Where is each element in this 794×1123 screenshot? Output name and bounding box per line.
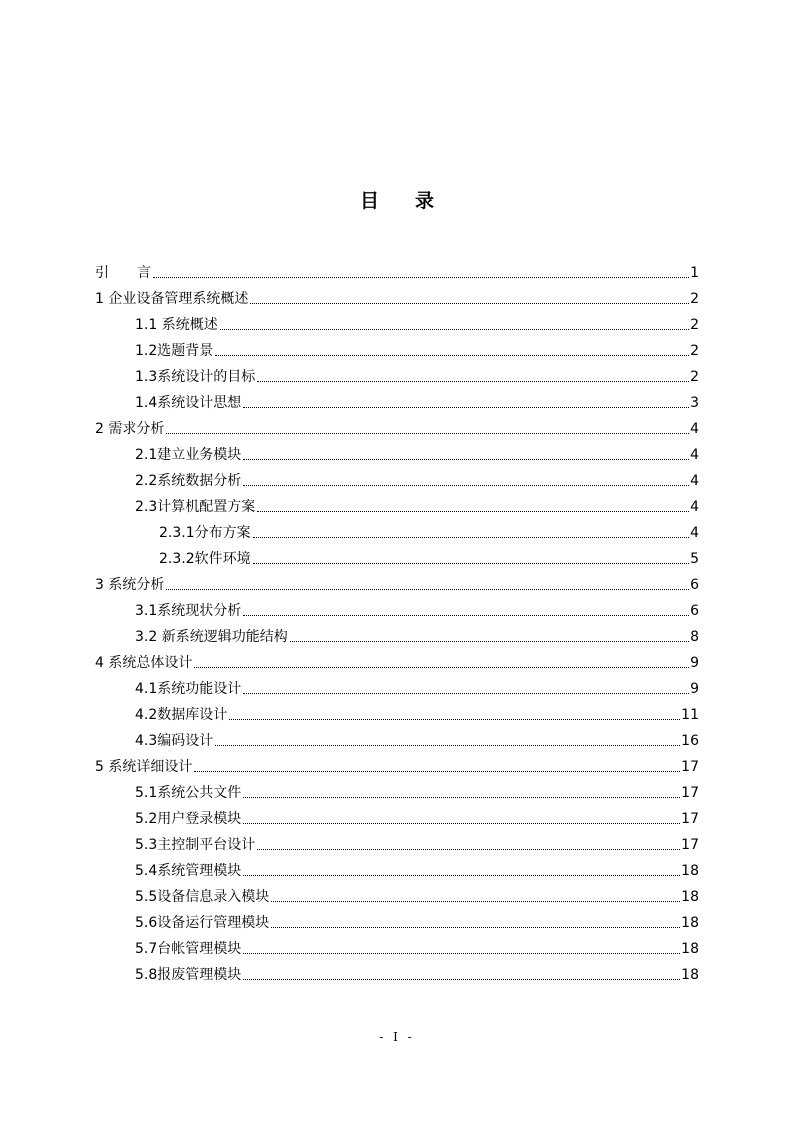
toc-entry-label: 5.6设备运行管理模块 — [135, 915, 270, 931]
toc-entry-label: 5.3主控制平台设计 — [135, 837, 256, 853]
toc-entry[interactable] — [95, 776, 699, 802]
toc-entry-page-number: 4 — [690, 421, 699, 437]
dot-leader — [166, 433, 689, 434]
toc-entry-label: 2.2系统数据分析 — [135, 473, 242, 489]
page-number-footer: - I - — [379, 1030, 415, 1044]
toc-entry[interactable] — [95, 828, 699, 854]
toc-entry-label: 4.3编码设计 — [135, 733, 214, 749]
toc-entry-page-number: 18 — [681, 863, 699, 879]
dot-leader — [166, 589, 689, 590]
toc-entry-label: 1.4系统设计思想 — [135, 395, 242, 411]
toc-entry-label: 5.7台帐管理模块 — [135, 941, 242, 957]
toc-entry[interactable] — [95, 750, 699, 776]
toc-entry[interactable] — [95, 464, 699, 490]
dot-leader — [243, 979, 680, 980]
toc-entry-page-number: 1 — [690, 265, 699, 281]
toc-entry-label: 5.5设备信息录入模块 — [135, 889, 270, 905]
toc-entry-page-number: 4 — [690, 447, 699, 463]
dot-leader — [229, 719, 680, 720]
toc-entry[interactable] — [95, 906, 699, 932]
toc-entry-page-number: 8 — [690, 629, 699, 645]
dot-leader — [215, 355, 689, 356]
toc-entry-page-number: 2 — [690, 343, 699, 359]
toc-entry[interactable] — [95, 412, 699, 438]
toc-entry-page-number: 2 — [690, 317, 699, 333]
toc-entry-page-number: 4 — [690, 525, 699, 541]
toc-entry-label: 1.2选题背景 — [135, 343, 214, 359]
toc-entry-page-number: 17 — [681, 811, 699, 827]
toc-entry-label: 2.3计算机配置方案 — [135, 499, 256, 515]
toc-entry-label: 5.2用户登录模块 — [135, 811, 242, 827]
toc-entry-page-number: 18 — [681, 967, 699, 983]
toc-entry[interactable] — [95, 334, 699, 360]
dot-leader — [215, 745, 680, 746]
toc-entry-page-number: 6 — [690, 577, 699, 593]
toc-entry[interactable] — [95, 646, 699, 672]
dot-leader — [220, 329, 689, 330]
dot-leader — [243, 459, 689, 460]
toc-entry-label: 2.1建立业务模块 — [135, 447, 242, 463]
toc-entry-page-number: 6 — [690, 603, 699, 619]
toc-entry-label: 1 企业设备管理系统概述 — [95, 291, 249, 307]
dot-leader — [243, 693, 689, 694]
toc-entry-page-number: 17 — [681, 837, 699, 853]
toc-entry-page-number: 2 — [690, 369, 699, 385]
toc-entry-label: 1.3系统设计的目标 — [135, 369, 256, 385]
toc-entry-label: 2.3.2软件环境 — [159, 551, 251, 567]
toc-entry[interactable] — [95, 620, 699, 646]
toc-entry[interactable] — [95, 880, 699, 906]
toc-entry[interactable] — [95, 698, 699, 724]
toc-entry-label: 引 言 — [95, 265, 151, 281]
toc-entry-page-number: 17 — [681, 759, 699, 775]
dot-leader — [250, 303, 689, 304]
dot-leader — [243, 823, 680, 824]
toc-entry-page-number: 5 — [690, 551, 699, 567]
dot-leader — [194, 771, 680, 772]
toc-entry-page-number: 11 — [681, 707, 699, 723]
toc-entry-label: 3.2 新系统逻辑功能结构 — [135, 629, 288, 645]
dot-leader — [243, 615, 689, 616]
dot-leader — [257, 381, 689, 382]
toc-entry-label: 5 系统详细设计 — [95, 759, 193, 775]
toc-entry[interactable] — [95, 724, 699, 750]
toc-entry-label: 5.1系统公共文件 — [135, 785, 242, 801]
toc-entry-label: 2.3.1分布方案 — [159, 525, 251, 541]
dot-leader — [194, 667, 689, 668]
toc-entry[interactable] — [95, 854, 699, 880]
page-title: 目录 — [359, 190, 470, 212]
toc-entry-page-number: 17 — [681, 785, 699, 801]
toc-entry-page-number: 9 — [690, 681, 699, 697]
dot-leader — [243, 407, 689, 408]
dot-leader — [243, 797, 680, 798]
toc-entry-page-number: 3 — [690, 395, 699, 411]
dot-leader — [253, 537, 689, 538]
toc-entry[interactable] — [95, 360, 699, 386]
toc-entry-page-number: 18 — [681, 941, 699, 957]
toc-entry-label: 3 系统分析 — [95, 577, 165, 593]
dot-leader — [257, 511, 689, 512]
toc-entry-page-number: 2 — [690, 291, 699, 307]
toc-entry-label: 4.2数据库设计 — [135, 707, 228, 723]
toc-entry[interactable] — [95, 542, 699, 568]
toc-entry[interactable] — [95, 958, 699, 984]
table-of-contents — [95, 256, 699, 984]
dot-leader — [153, 277, 689, 278]
toc-entry-label: 2 需求分析 — [95, 421, 165, 437]
dot-leader — [290, 641, 689, 642]
dot-leader — [243, 875, 680, 876]
dot-leader — [243, 485, 689, 486]
toc-entry-label: 4.1系统功能设计 — [135, 681, 242, 697]
toc-entry-page-number: 16 — [681, 733, 699, 749]
toc-entry-page-number: 4 — [690, 499, 699, 515]
toc-entry[interactable] — [95, 386, 699, 412]
toc-entry[interactable] — [95, 802, 699, 828]
toc-entry-label: 1.1 系统概述 — [135, 317, 218, 333]
toc-entry-label: 4 系统总体设计 — [95, 655, 193, 671]
toc-entry[interactable] — [95, 282, 699, 308]
dot-leader — [271, 927, 680, 928]
dot-leader — [243, 953, 680, 954]
toc-entry-label: 3.1系统现状分析 — [135, 603, 242, 619]
toc-entry[interactable] — [95, 594, 699, 620]
toc-entry[interactable] — [95, 438, 699, 464]
toc-entry[interactable] — [95, 490, 699, 516]
toc-entry-page-number: 18 — [681, 915, 699, 931]
toc-entry-page-number: 18 — [681, 889, 699, 905]
dot-leader — [253, 563, 689, 564]
toc-entry[interactable] — [95, 672, 699, 698]
toc-entry-label: 5.8报废管理模块 — [135, 967, 242, 983]
toc-entry[interactable] — [95, 568, 699, 594]
toc-entry[interactable] — [95, 308, 699, 334]
toc-entry-page-number: 9 — [690, 655, 699, 671]
dot-leader — [257, 849, 680, 850]
dot-leader — [271, 901, 680, 902]
toc-entry[interactable] — [95, 516, 699, 542]
toc-entry-page-number: 4 — [690, 473, 699, 489]
toc-entry[interactable] — [95, 932, 699, 958]
toc-entry[interactable] — [95, 256, 699, 282]
toc-entry-label: 5.4系统管理模块 — [135, 863, 242, 879]
